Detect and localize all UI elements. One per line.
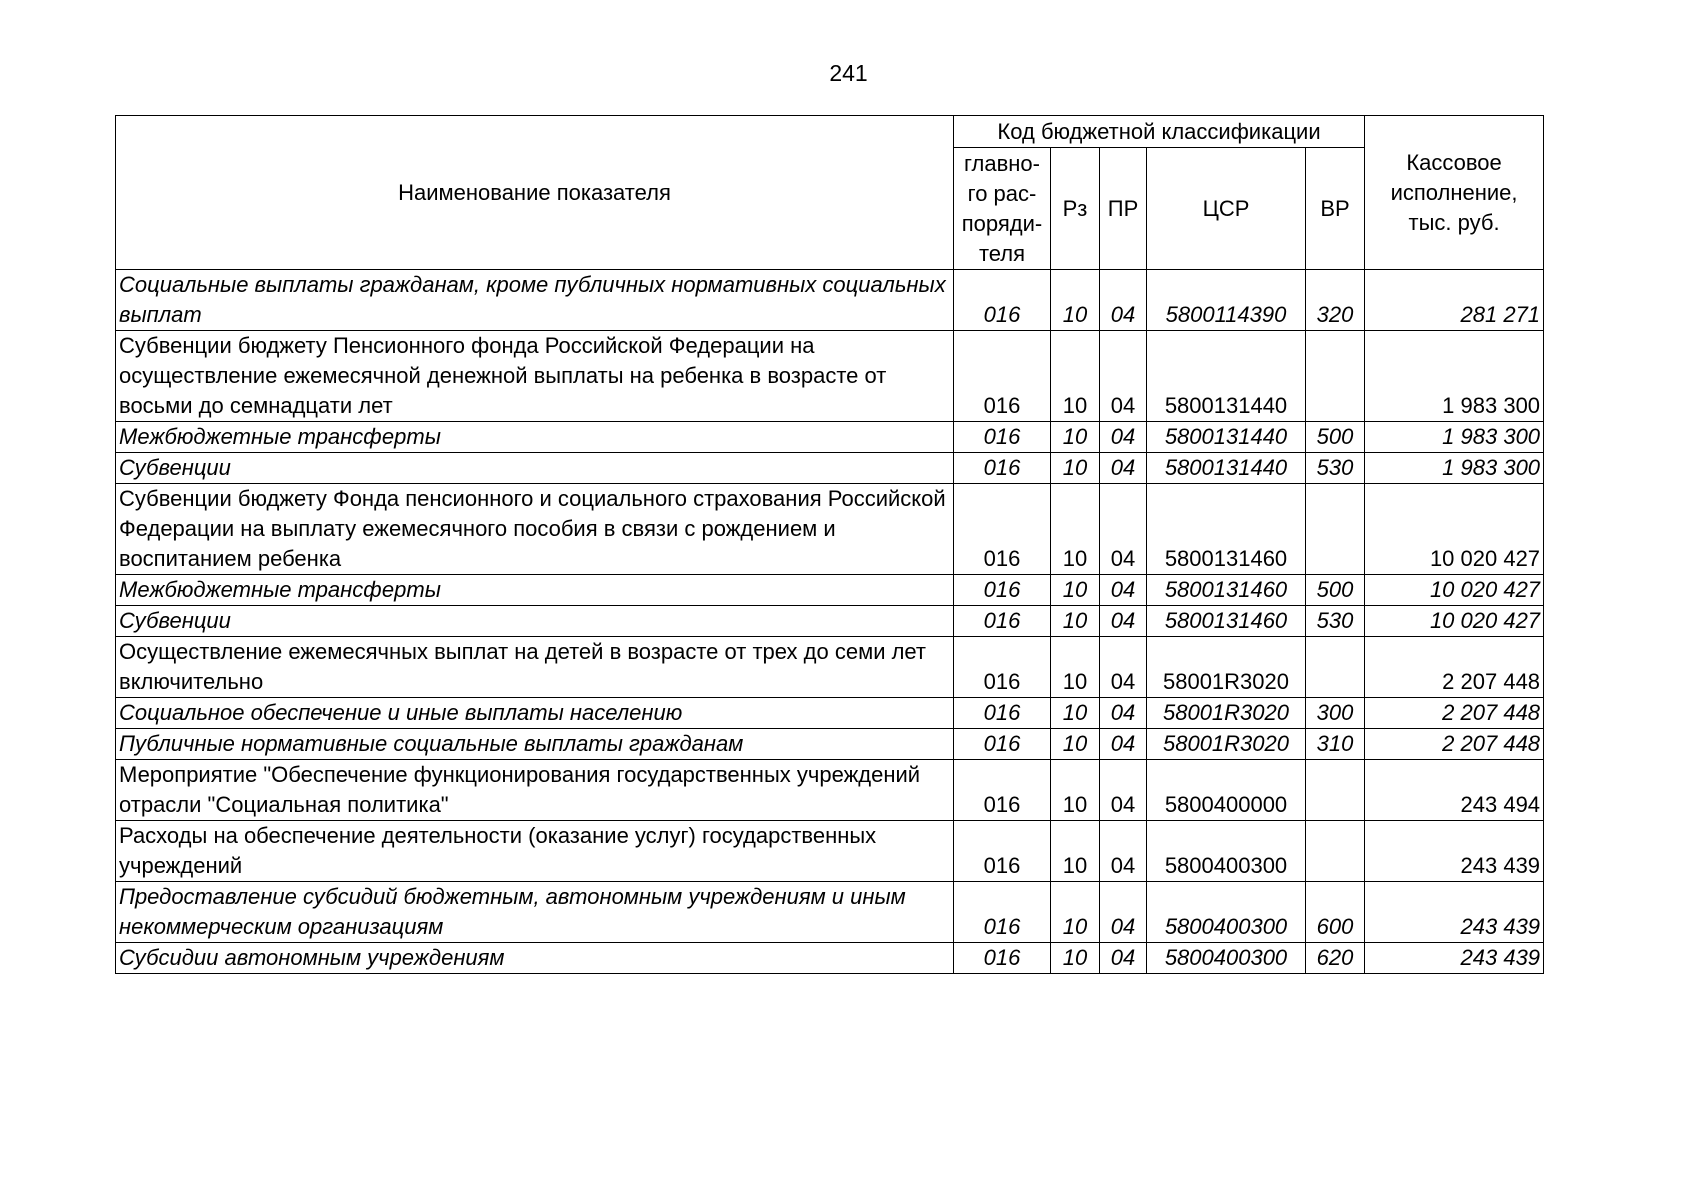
cell-name: Субвенции бюджету Пенсионного фонда Российской Федерации на осуществление ежемесячной денежной выплаты на ребенка в возрасте от восьми до семнадцати лет bbox=[116, 331, 954, 422]
cell-amount: 1 983 300 bbox=[1365, 453, 1544, 484]
cell-name: Социальное обеспечение и иные выплаты населению bbox=[116, 698, 954, 729]
cell-name: Осуществление ежемесячных выплат на детей в возрасте от трех до семи лет включительно bbox=[116, 637, 954, 698]
cell-vr bbox=[1306, 821, 1365, 882]
header-code-group: Код бюджетной классификации bbox=[954, 116, 1365, 148]
cell-manager-code: 016 bbox=[954, 729, 1051, 760]
cell-vr: 500 bbox=[1306, 575, 1365, 606]
cell-vr bbox=[1306, 484, 1365, 575]
header-amount: Кассовое исполнение, тыс. руб. bbox=[1365, 116, 1544, 270]
cell-pr: 04 bbox=[1100, 943, 1147, 974]
cell-amount: 2 207 448 bbox=[1365, 729, 1544, 760]
cell-manager-code: 016 bbox=[954, 422, 1051, 453]
cell-rz: 10 bbox=[1051, 943, 1100, 974]
cell-amount: 10 020 427 bbox=[1365, 484, 1544, 575]
cell-vr: 310 bbox=[1306, 729, 1365, 760]
cell-pr: 04 bbox=[1100, 331, 1147, 422]
cell-amount: 243 439 bbox=[1365, 882, 1544, 943]
header-vr: ВР bbox=[1306, 148, 1365, 270]
header-pr: ПР bbox=[1100, 148, 1147, 270]
cell-csr: 58001R3020 bbox=[1147, 729, 1306, 760]
table-row bbox=[116, 484, 1544, 575]
cell-amount: 243 439 bbox=[1365, 943, 1544, 974]
cell-pr: 04 bbox=[1100, 637, 1147, 698]
cell-name: Публичные нормативные социальные выплаты гражданам bbox=[116, 729, 954, 760]
cell-amount: 1 983 300 bbox=[1365, 422, 1544, 453]
table-body bbox=[116, 270, 1544, 974]
cell-pr: 04 bbox=[1100, 882, 1147, 943]
cell-csr: 5800131440 bbox=[1147, 331, 1306, 422]
cell-name: Мероприятие "Обеспечение функционирования государственных учреждений отрасли "Социальная политика" bbox=[116, 760, 954, 821]
cell-name: Субвенции bbox=[116, 606, 954, 637]
table-row bbox=[116, 331, 1544, 422]
cell-name: Расходы на обеспечение деятельности (оказание услуг) государственных учреждений bbox=[116, 821, 954, 882]
cell-manager-code: 016 bbox=[954, 698, 1051, 729]
cell-manager-code: 016 bbox=[954, 821, 1051, 882]
table-row bbox=[116, 729, 1544, 760]
table-row bbox=[116, 698, 1544, 729]
table-row bbox=[116, 821, 1544, 882]
header-manager: главно- го рас- поряди- теля bbox=[954, 148, 1051, 270]
table-row bbox=[116, 760, 1544, 821]
cell-manager-code: 016 bbox=[954, 331, 1051, 422]
cell-csr: 5800400300 bbox=[1147, 821, 1306, 882]
cell-manager-code: 016 bbox=[954, 882, 1051, 943]
table-row bbox=[116, 453, 1544, 484]
cell-name: Субвенции bbox=[116, 453, 954, 484]
cell-amount: 10 020 427 bbox=[1365, 575, 1544, 606]
cell-rz: 10 bbox=[1051, 729, 1100, 760]
header-csr: ЦСР bbox=[1147, 148, 1306, 270]
cell-manager-code: 016 bbox=[954, 484, 1051, 575]
cell-csr: 5800131440 bbox=[1147, 422, 1306, 453]
cell-vr: 530 bbox=[1306, 453, 1365, 484]
cell-amount: 243 494 bbox=[1365, 760, 1544, 821]
cell-vr bbox=[1306, 760, 1365, 821]
page-number: 241 bbox=[829, 60, 868, 86]
cell-vr: 620 bbox=[1306, 943, 1365, 974]
cell-csr: 5800400000 bbox=[1147, 760, 1306, 821]
cell-pr: 04 bbox=[1100, 484, 1147, 575]
header-rz: Рз bbox=[1051, 148, 1100, 270]
cell-name: Социальные выплаты гражданам, кроме публичных нормативных социальных выплат bbox=[116, 270, 954, 331]
cell-csr: 5800131440 bbox=[1147, 453, 1306, 484]
cell-pr: 04 bbox=[1100, 453, 1147, 484]
table-row bbox=[116, 606, 1544, 637]
cell-rz: 10 bbox=[1051, 698, 1100, 729]
table-row bbox=[116, 637, 1544, 698]
cell-pr: 04 bbox=[1100, 821, 1147, 882]
table-row bbox=[116, 882, 1544, 943]
table-header bbox=[116, 116, 1544, 270]
cell-csr: 5800400300 bbox=[1147, 943, 1306, 974]
cell-csr: 5800131460 bbox=[1147, 575, 1306, 606]
table-row bbox=[116, 943, 1544, 974]
cell-vr: 500 bbox=[1306, 422, 1365, 453]
cell-manager-code: 016 bbox=[954, 606, 1051, 637]
cell-csr: 5800114390 bbox=[1147, 270, 1306, 331]
cell-name: Субсидии автономным учреждениям bbox=[116, 943, 954, 974]
cell-vr bbox=[1306, 637, 1365, 698]
cell-name: Предоставление субсидий бюджетным, автономным учреждениям и иным некоммерческим организациям bbox=[116, 882, 954, 943]
cell-amount: 281 271 bbox=[1365, 270, 1544, 331]
cell-pr: 04 bbox=[1100, 698, 1147, 729]
cell-name: Субвенции бюджету Фонда пенсионного и социального страхования Российской Федерации на выплату ежемесячного пособия в связи с рождением и воспитанием ребенка bbox=[116, 484, 954, 575]
cell-amount: 1 983 300 bbox=[1365, 331, 1544, 422]
cell-rz: 10 bbox=[1051, 760, 1100, 821]
cell-manager-code: 016 bbox=[954, 943, 1051, 974]
cell-name: Межбюджетные трансферты bbox=[116, 575, 954, 606]
cell-rz: 10 bbox=[1051, 484, 1100, 575]
cell-amount: 2 207 448 bbox=[1365, 698, 1544, 729]
cell-pr: 04 bbox=[1100, 422, 1147, 453]
cell-vr: 530 bbox=[1306, 606, 1365, 637]
cell-rz: 10 bbox=[1051, 575, 1100, 606]
cell-csr: 5800131460 bbox=[1147, 606, 1306, 637]
cell-rz: 10 bbox=[1051, 882, 1100, 943]
cell-amount: 10 020 427 bbox=[1365, 606, 1544, 637]
cell-rz: 10 bbox=[1051, 453, 1100, 484]
cell-amount: 243 439 bbox=[1365, 821, 1544, 882]
cell-csr: 58001R3020 bbox=[1147, 698, 1306, 729]
cell-name: Межбюджетные трансферты bbox=[116, 422, 954, 453]
cell-manager-code: 016 bbox=[954, 637, 1051, 698]
budget-table bbox=[115, 115, 1544, 974]
cell-pr: 04 bbox=[1100, 760, 1147, 821]
cell-pr: 04 bbox=[1100, 575, 1147, 606]
table-row bbox=[116, 422, 1544, 453]
cell-rz: 10 bbox=[1051, 270, 1100, 331]
cell-csr: 5800131460 bbox=[1147, 484, 1306, 575]
cell-vr bbox=[1306, 331, 1365, 422]
cell-rz: 10 bbox=[1051, 422, 1100, 453]
cell-vr: 320 bbox=[1306, 270, 1365, 331]
table-row bbox=[116, 270, 1544, 331]
cell-amount: 2 207 448 bbox=[1365, 637, 1544, 698]
cell-rz: 10 bbox=[1051, 331, 1100, 422]
cell-manager-code: 016 bbox=[954, 270, 1051, 331]
cell-csr: 5800400300 bbox=[1147, 882, 1306, 943]
cell-pr: 04 bbox=[1100, 729, 1147, 760]
cell-rz: 10 bbox=[1051, 606, 1100, 637]
cell-vr: 600 bbox=[1306, 882, 1365, 943]
cell-manager-code: 016 bbox=[954, 453, 1051, 484]
table-row bbox=[116, 575, 1544, 606]
cell-manager-code: 016 bbox=[954, 575, 1051, 606]
cell-rz: 10 bbox=[1051, 821, 1100, 882]
header-name: Наименование показателя bbox=[116, 116, 954, 270]
cell-csr: 58001R3020 bbox=[1147, 637, 1306, 698]
cell-rz: 10 bbox=[1051, 637, 1100, 698]
cell-pr: 04 bbox=[1100, 270, 1147, 331]
cell-vr: 300 bbox=[1306, 698, 1365, 729]
cell-pr: 04 bbox=[1100, 606, 1147, 637]
cell-manager-code: 016 bbox=[954, 760, 1051, 821]
